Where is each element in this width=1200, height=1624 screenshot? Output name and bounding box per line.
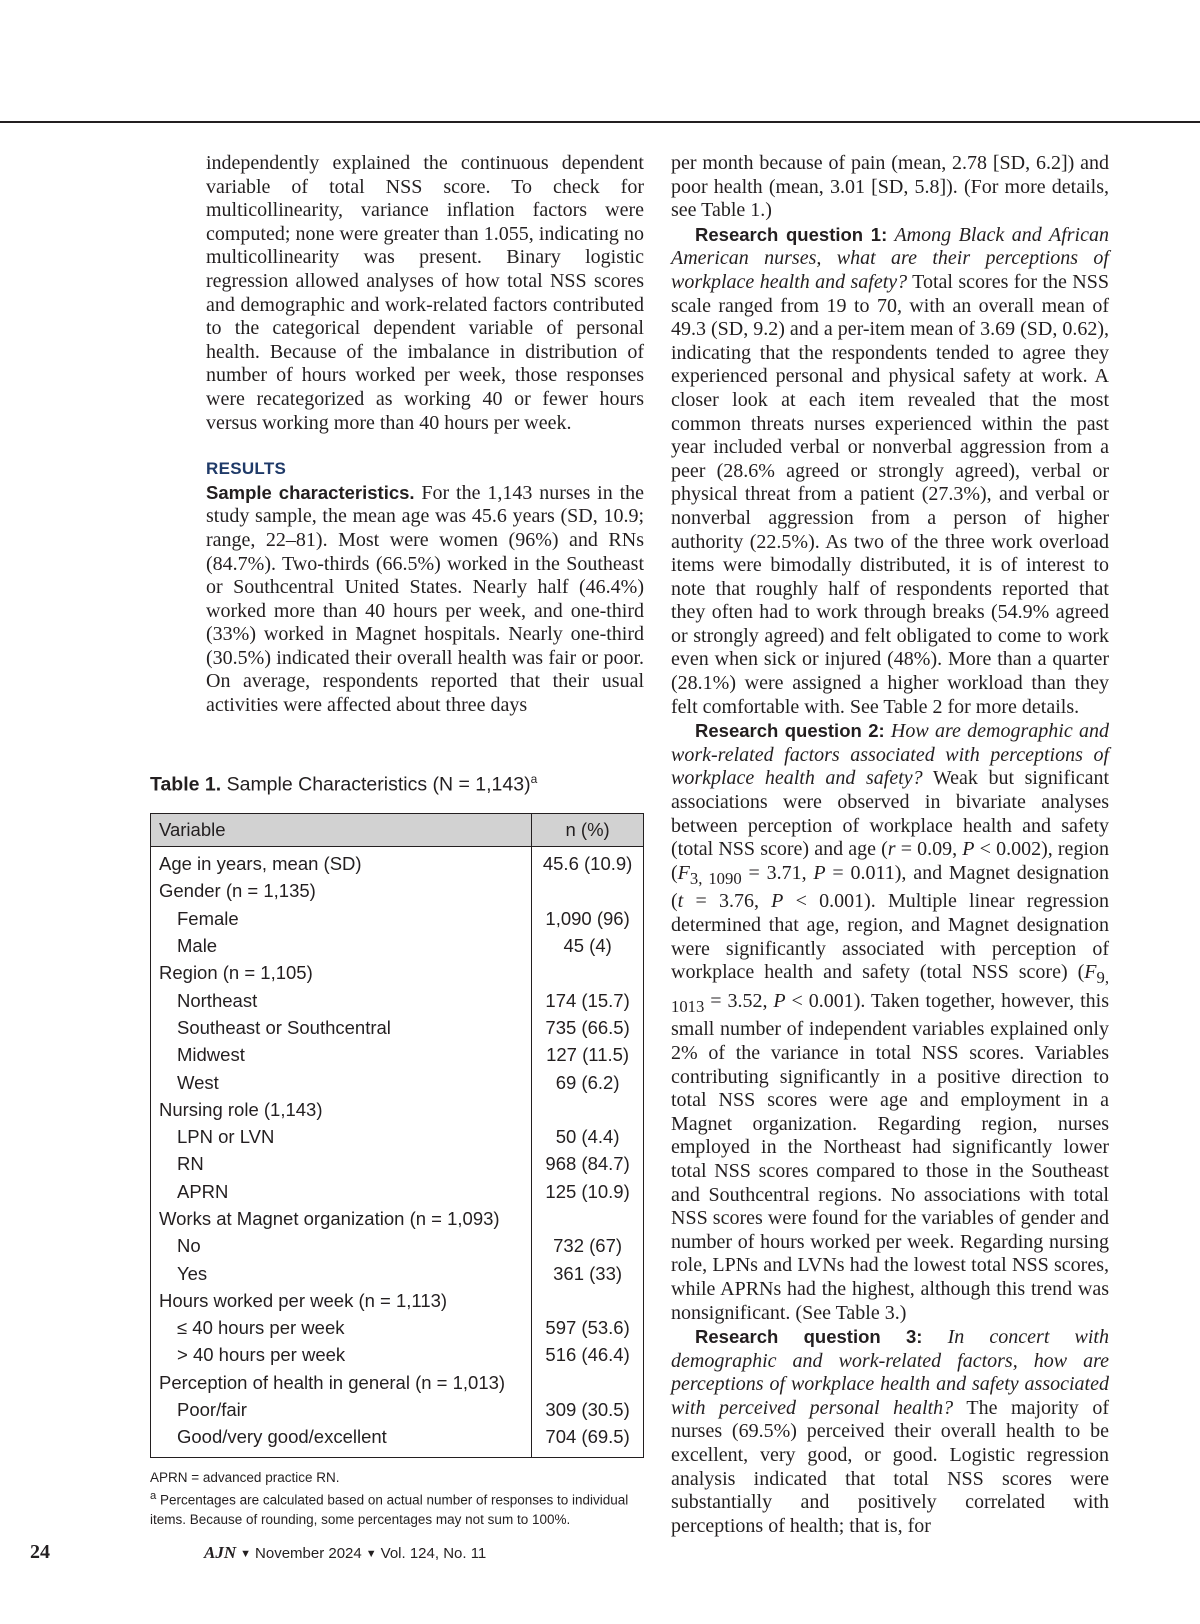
research-question-3-paragraph [671, 1325, 1109, 1538]
journal-name: AJN [204, 1543, 237, 1562]
rq2-question: How are demographic and work-related factors associated with perceptions of workplace health and safety? [671, 720, 1109, 790]
header-variable: Variable [151, 813, 532, 846]
row-value [532, 960, 644, 987]
row-value: 704 (69.5) [532, 1424, 644, 1458]
table-row [151, 987, 644, 1014]
row-label: Southeast or Southcentral [177, 1016, 391, 1038]
row-label: > 40 hours per week [177, 1344, 346, 1366]
table-1-title-label: Table 1. [150, 773, 222, 796]
rq2-text-f: = 3.76, [683, 890, 772, 913]
research-question-2-paragraph [671, 719, 1109, 1325]
triangle-separator-icon: ▼ [365, 1548, 377, 1560]
row-label: Yes [177, 1262, 208, 1284]
left-paragraph-methods: independently explained the continuous dependent variable of total NSS score. To check for multicollinearity, variance inflation factors were computed; none were greater than 1.055, indicating no multicollinearity was present. Binary logistic regression allowed analyses of how total NSS scores and demographic and work-related factors contributed to the categorical dependent variable of personal health. Because of the imbalance in distribution of number of hours worked per week, those responses were recategorized as working 40 or fewer hours versus working more than 40 hours per week. [206, 152, 644, 434]
row-value: 516 (46.4) [532, 1342, 644, 1369]
left-column [206, 152, 644, 718]
row-label: Northeast [177, 989, 258, 1011]
right-paragraph-continued: per month because of pain (mean, 2.78 [SD, 6.2]) and poor health (mean, 3.01 [SD, 5.8]). (For more details, see Table 1.) [671, 152, 1109, 222]
footnote-a [150, 1487, 644, 1529]
table-row [151, 1069, 644, 1096]
table-footnotes [150, 1468, 644, 1529]
row-value: 1,090 (96) [532, 905, 644, 932]
row-label: Works at Magnet organization (n = 1,093) [159, 1208, 500, 1229]
row-value [532, 1205, 644, 1232]
row-value: 69 (6.2) [532, 1069, 644, 1096]
row-label: RN [177, 1153, 204, 1175]
row-value: 50 (4.4) [532, 1123, 644, 1150]
table-1-title-text: Sample Characteristics (N = 1,143) [221, 773, 531, 796]
row-label: Female [177, 907, 239, 929]
table-row [151, 846, 644, 878]
table-row [151, 1205, 644, 1232]
table-1-title [150, 772, 644, 797]
footnote-aprn: APRN = advanced practice RN. [150, 1470, 340, 1486]
rq2-p3: P [771, 890, 784, 913]
row-value: 597 (53.6) [532, 1315, 644, 1342]
rq2-text-d: = 3.71, [741, 861, 814, 884]
volume-issue: Vol. 124, No. 11 [380, 1545, 487, 1562]
row-value [532, 1096, 644, 1123]
rq2-text-c: < 0.002), region ( [671, 838, 1109, 884]
row-label: West [177, 1071, 219, 1093]
footnote-a-marker: a [150, 1490, 157, 1503]
page-number: 24 [30, 1541, 50, 1563]
rq2-t: t [677, 890, 684, 913]
row-label: Region (n = 1,105) [159, 962, 313, 984]
row-value: 968 (84.7) [532, 1151, 644, 1178]
row-label: Midwest [177, 1044, 245, 1066]
table-row [151, 1014, 644, 1041]
table-row [151, 1042, 644, 1069]
row-value: 174 (15.7) [532, 987, 644, 1014]
table-row [151, 1260, 644, 1287]
header-n-percent: n (%) [532, 813, 644, 846]
table-row [151, 1151, 644, 1178]
rq2-p2: P [813, 861, 826, 884]
sample-characteristics-text: For the 1,143 nurses in the study sample, the mean age was 45.6 years (SD, 10.9; range, 22–81). Most were women (96%) and RNs (84.7%). Two-thirds (66.5%) worked in the Southeast or Southcentral United States. Nearly half (46.4%) worked more than 40 hours per week, and one-third (33%) worked in Magnet hospitals. Nearly one-third (30.5%) indicated their overall health was fair or poor. On average, respondents reported that their usual activities were affected about three days [206, 481, 645, 717]
rq2-f1: F [677, 861, 690, 884]
table-row [151, 1123, 644, 1150]
sample-characteristics-label: Sample characteristics. [206, 481, 415, 503]
header-rule [0, 121, 1200, 123]
table-1 [150, 772, 644, 1529]
table-row [151, 932, 644, 959]
rq2-text-g: < 0.001). Multiple linear regression determined that age, region, and Magnet designation were significantly associated with perception of workplace health and safety (total NSS score) ( [671, 890, 1109, 984]
right-column [671, 152, 1109, 1538]
table-row [151, 905, 644, 932]
table-1-title-sup: a [530, 772, 538, 786]
table-row [151, 1315, 644, 1342]
row-label: Age in years, mean (SD) [159, 853, 362, 875]
rq2-p4: P [773, 989, 786, 1012]
sample-characteristics-paragraph [206, 481, 644, 718]
journal-info [204, 1543, 486, 1563]
rq2-text-a: Weak but significant associations were observed in bivariate analyses between perception of workplace health and safety (total NSS score) and age ( [671, 767, 1110, 861]
row-value: 127 (11.5) [532, 1042, 644, 1069]
rq1-text: Total scores for the NSS scale ranged from 19 to 70, with an overall mean of 49.3 (SD, 9.2) and a per-item mean of 3.69 (SD, 0.62), indicating that the respondents tended to agree they experienced personal and physical safety at work. A closer look at each item revealed that the most common threats nurses experienced within the past year included verbal or nonverbal aggression from a peer (28.6% agreed or strongly agreed), verbal or physical threat from a patient (27.3%), and verbal or nonverbal aggression from a person of higher authority (22.5%). As two of the three work overload items were bimodally distributed, it is of interest to note that roughly half of respondents reported that they often had to work through breaks (54.9% agreed or strongly agreed) and felt obligated to come to work even when sick or injured (48%). More than a quarter (28.1%) were assigned a higher workload than they felt comfortable with. See Table 2 for more details. [671, 270, 1109, 718]
table-row [151, 1178, 644, 1205]
table-row [151, 878, 644, 905]
rq2-r: r [887, 838, 896, 861]
table-row [151, 960, 644, 987]
row-label: Hours worked per week (n = 1,113) [159, 1289, 448, 1311]
rq1-label: Research question 1: [695, 223, 888, 245]
results-heading: RESULTS [206, 459, 287, 479]
sample-characteristics-table [150, 813, 644, 1459]
row-value [532, 878, 644, 905]
rq2-label: Research question 2: [695, 720, 885, 742]
row-label: APRN [177, 1180, 229, 1202]
row-label: Perception of health in general (n = 1,013) [159, 1371, 506, 1393]
rq2-text-e: = 0.011), and Magnet designation ( [671, 861, 1110, 913]
rq2-p1: P [962, 838, 975, 861]
table-row [151, 1342, 644, 1369]
table-row [151, 1233, 644, 1260]
rq3-question: In concert with demographic and work-related factors, how are perceptions of workplace health and safety associated with perceived personal health? [671, 1326, 1109, 1419]
rq2-f2-sub: 9, 1013 [671, 968, 1109, 1016]
table-row [151, 1424, 644, 1458]
table-row [151, 1096, 644, 1123]
rq3-text: The majority of nurses (69.5%) perceived their overall health to be excellent, very good, or good. Logistic regression analysis indicated that total NSS scores were substantially and positively correlated with perceptions of health; that is, for [671, 1396, 1110, 1537]
row-value: 735 (66.5) [532, 1014, 644, 1041]
row-label: Nursing role (1,143) [159, 1098, 323, 1120]
row-value: 361 (33) [532, 1260, 644, 1287]
row-value: 732 (67) [532, 1233, 644, 1260]
research-question-1-paragraph [671, 223, 1109, 719]
footnote-a-text: Percentages are calculated based on actual number of responses to individual items. Because of rounding, some percentages may not sum to 100%. [150, 1492, 629, 1527]
issue-date: November 2024 [255, 1545, 362, 1562]
rq2-f1-sub: 3, 1090 [689, 868, 742, 888]
rq3-label: Research question 3: [695, 1326, 923, 1348]
row-label: Male [177, 935, 218, 957]
row-value [532, 1287, 644, 1314]
row-label: Poor/fair [177, 1399, 247, 1421]
row-value: 309 (30.5) [532, 1396, 644, 1423]
rq2-text-i: < 0.001). Taken together, however, this small number of independent variables explained only 2% of the variance in total NSS scores. Variables contributing significantly in a positive direction to total NSS scores were age and employment in a Magnet organization. Regarding region, nurses employed in the Northeast had significantly lower total NSS scores compared to those in the Southeast and Southcentral regions. No associations with total NSS scores were found for the variables of gender and number of hours worked per week. Regarding nursing role, LPNs and LVNs had the lowest total NSS scores, while APRNs had the highest, although this trend was nonsignificant. (See Table 3.) [671, 989, 1109, 1324]
rq2-f2: F [1084, 961, 1097, 984]
table-header-row [151, 813, 644, 846]
row-label: ≤ 40 hours per week [177, 1317, 345, 1339]
table-row [151, 1369, 644, 1396]
table-row [151, 1396, 644, 1423]
row-value: 45 (4) [532, 932, 644, 959]
row-label: Gender (n = 1,135) [159, 880, 316, 902]
rq2-text-h: = 3.52, [704, 989, 774, 1012]
row-label: LPN or LVN [177, 1126, 275, 1148]
row-value: 125 (10.9) [532, 1178, 644, 1205]
row-value: 45.6 (10.9) [532, 846, 644, 878]
row-value [532, 1369, 644, 1396]
row-label: Good/very good/excellent [177, 1426, 387, 1448]
row-label: No [177, 1235, 201, 1257]
rq1-question: Among Black and African American nurses, what are their perceptions of workplace health and safety? [671, 223, 1109, 293]
table-body [151, 846, 644, 1458]
rq2-text-b: = 0.09, [895, 838, 963, 861]
table-row [151, 1287, 644, 1314]
triangle-separator-icon: ▼ [240, 1548, 252, 1560]
